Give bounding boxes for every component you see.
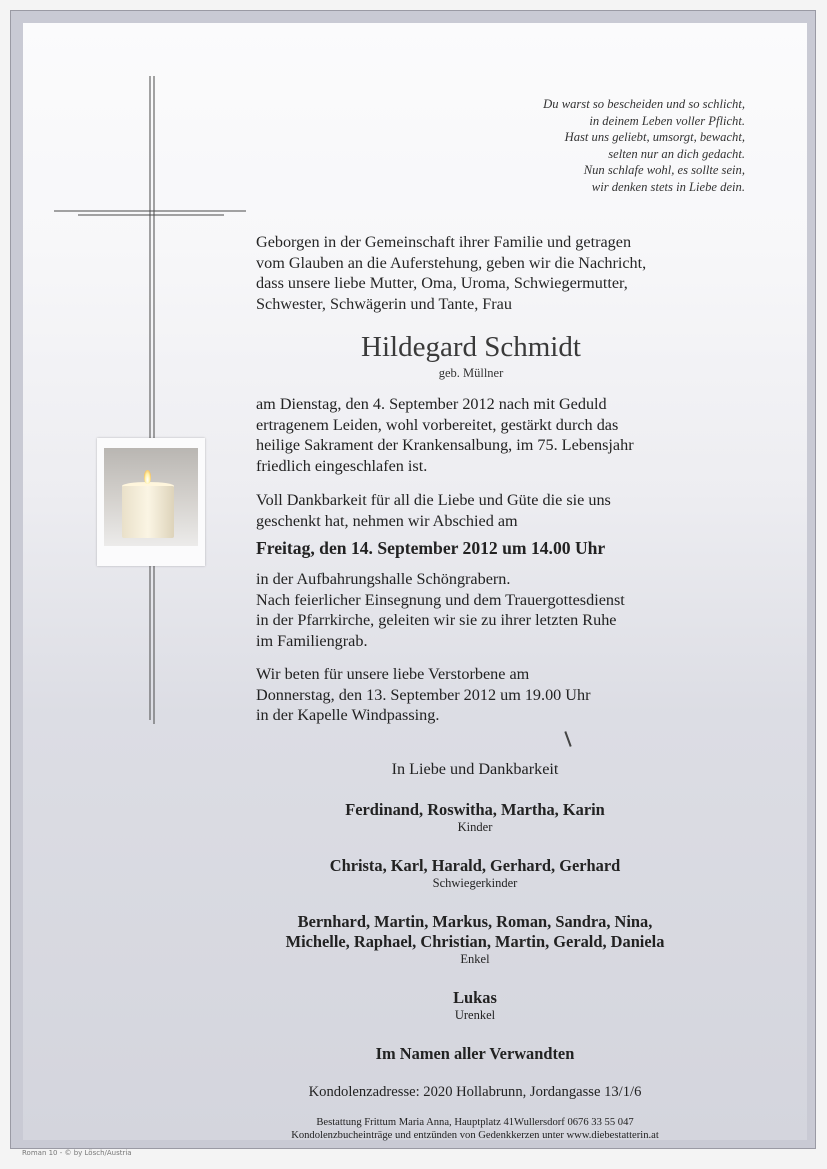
prayer-line: Wir beten für unsere liebe Verstorbene am (256, 665, 530, 683)
death-notice-line: ertragenem Leiden, wohl vorbereitet, gestärkt durch das (256, 415, 619, 434)
relatives-line: Im Namen aller Verwandten (375, 1044, 575, 1063)
prayer-line: Donnerstag, den 13. September 2012 um 19.00 Uhr (256, 685, 591, 704)
farewell-line: geschenkt hat, nehmen wir Abschied am (256, 511, 518, 530)
flame-icon (144, 470, 151, 484)
ceremony-line: im Familiengrab. (256, 631, 368, 650)
closing-text: In Liebe und Dankbarkeit (391, 760, 559, 778)
intro-line: dass unsere liebe Mutter, Oma, Uroma, Schwiegermutter, (256, 274, 628, 293)
intro-line: Schwester, Schwägerin und Tante, Frau (256, 294, 512, 313)
in-laws-names: Christa, Karl, Harald, Gerhard, Gerhard (329, 856, 621, 875)
great-grandchildren-role: Urenkel (454, 1008, 496, 1022)
grandchildren-names-line1: Bernhard, Martin, Markus, Roman, Sandra, Nina, (297, 912, 653, 931)
farewell-line: Voll Dankbarkeit für all die Liebe und Güte die sie uns (256, 491, 611, 509)
prayer-paragraph (256, 664, 590, 726)
poem-line: selten nur an dich gedacht. (608, 146, 745, 161)
candle-body (122, 486, 174, 538)
in-laws-role: Schwiegerkinder (432, 876, 518, 890)
poem-line: wir denken stets in Liebe dein. (591, 179, 745, 194)
ceremony-line: in der Pfarrkirche, geleiten wir sie zu ihrer letzten Ruhe (256, 611, 617, 630)
funeral-home-line: Kondolenzbucheinträge und entzünden von Gedenkkerzen unter www.diebestatterin.at (291, 1130, 659, 1141)
death-notice-line: am Dienstag, den 4. September 2012 nach mit Geduld (256, 395, 607, 413)
poem (425, 96, 745, 196)
copyright-footer: Roman 10 - © by Lösch/Austria (22, 1149, 132, 1157)
intro-line: Geborgen in der Gemeinschaft ihrer Familie und getragen (256, 233, 632, 251)
deceased-name: Hildegard Schmidt (361, 331, 581, 363)
children-role: Kinder (457, 820, 493, 834)
funeral-home-line: Bestattung Frittum Maria Anna, Hauptplatz 41Wullersdorf 0676 33 55 047 (316, 1117, 634, 1128)
ceremony-line: in der Aufbahrungshalle Schöngrabern. (256, 570, 511, 588)
poem-line: Du warst so bescheiden und so schlicht, (543, 97, 745, 111)
candle-photo (104, 448, 198, 546)
poem-line: Hast uns geliebt, umsorgt, bewacht, (564, 130, 745, 145)
prayer-line: in der Kapelle Windpassing. (256, 706, 440, 725)
intro-line: vom Glauben an die Auferstehung, geben wir die Nachricht, (256, 253, 647, 272)
intro-paragraph (256, 232, 726, 314)
grandchildren-role: Enkel (460, 952, 490, 966)
death-notice (256, 394, 634, 476)
funeral-date: Freitag, den 14. September 2012 um 14.00 Uhr (256, 538, 606, 558)
ceremony-paragraph (256, 569, 625, 651)
ceremony-line: Nach feierlicher Einsegnung und dem Trauergottesdienst (256, 590, 625, 609)
children-names: Ferdinand, Roswitha, Martha, Karin (345, 800, 605, 819)
maiden-name: geb. Müllner (438, 366, 504, 380)
poem-line: in deinem Leben voller Pflicht. (589, 113, 745, 128)
death-notice-line: heilige Sakrament der Krankensalbung, im 75. Lebensjahr (256, 436, 634, 455)
poem-line: Nun schlafe wohl, es sollte sein, (583, 163, 745, 178)
death-notice-line: friedlich eingeschlafen ist. (256, 456, 428, 475)
great-grandchildren-names: Lukas (453, 988, 497, 1007)
condolence-address: Kondolenzadresse: 2020 Hollabrunn, Jordangasse 13/1/6 (308, 1084, 642, 1100)
funeral-home-info (200, 1116, 750, 1142)
grandchildren-names-line2: Michelle, Raphael, Christian, Martin, Gerald, Daniela (285, 932, 665, 951)
candle-image (97, 438, 205, 566)
farewell-paragraph (256, 490, 611, 531)
